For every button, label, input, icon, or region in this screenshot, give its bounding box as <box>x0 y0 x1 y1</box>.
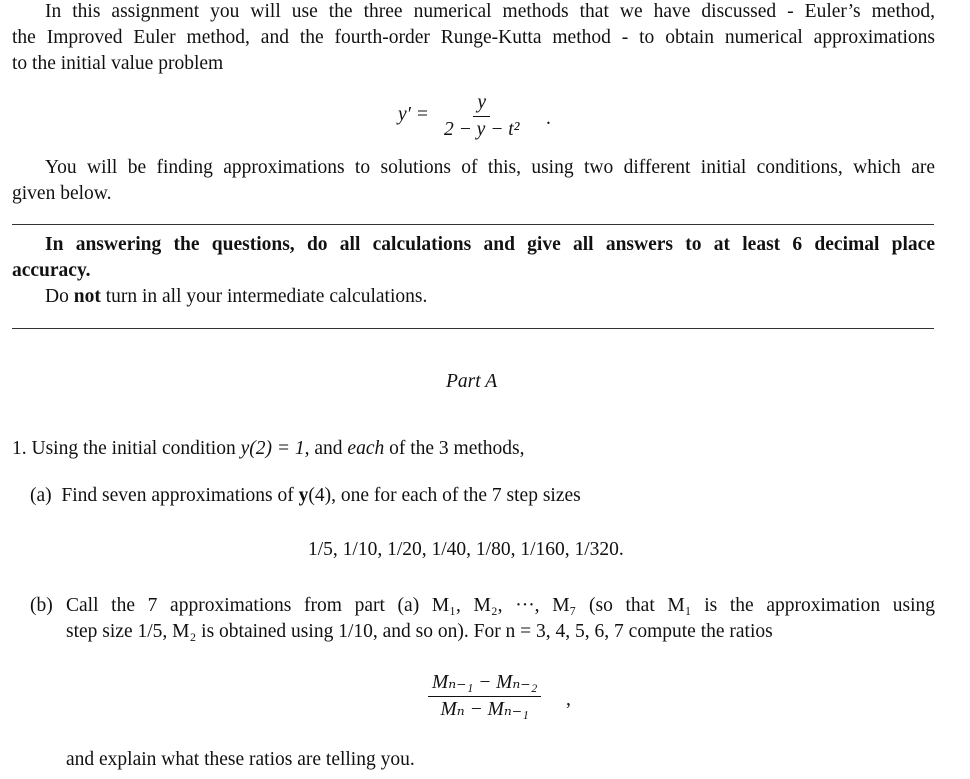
q1-condition: y(2) = 1 <box>240 438 305 459</box>
qa-text: Find seven approximations of <box>61 485 299 506</box>
equation-period: . <box>546 108 551 129</box>
qa-arg: (4) <box>308 485 332 506</box>
q1-emphasis: each <box>347 438 385 459</box>
notice-emphasis: not <box>73 286 101 307</box>
notice-line-3 <box>45 285 427 309</box>
qb-line-2: step size 1/5, M₂ is obtained using 1/10, and so on). For n = 3, 4, 5, 6, 7 compute the ratios <box>66 621 773 642</box>
qb-line-3: and explain what these ratios are telling you. <box>66 749 415 770</box>
ratio-comma: , <box>566 689 571 710</box>
q1-text: of the 3 methods, <box>384 438 525 459</box>
notice-text: turn in all your intermediate calculations. <box>100 286 428 307</box>
intro-line-3: to the initial value problem <box>12 53 224 74</box>
para2-line-2: given below. <box>12 183 112 204</box>
equation-denominator: 2 − y − t² <box>444 119 520 140</box>
question-1a <box>30 484 581 508</box>
q1-text: 1. Using the initial condition <box>12 438 241 459</box>
qa-y: y <box>298 485 309 506</box>
divider-top <box>12 224 934 225</box>
qb-label: (b) <box>30 595 53 616</box>
intro-line-2: the Improved Euler method, and the fourth-order Runge-Kutta method - to obtain numerical approximations <box>12 27 935 48</box>
qa-text: , one for each of the 7 step sizes <box>331 485 581 506</box>
intro-line-1: In this assignment you will use the three numerical methods that we have discussed - Euler’s method, <box>45 1 935 22</box>
part-title: Part A <box>446 371 498 392</box>
qb-line-1: Call the 7 approximations from part (a) M₁, M₂, ···, M₇ (so that M₁ is the approximation using <box>66 595 935 616</box>
notice-line-1: In answering the questions, do all calculations and give all answers to at least 6 decimal place <box>45 234 935 255</box>
question-1 <box>12 437 525 461</box>
divider-bottom <box>12 328 934 329</box>
ratio-numerator: Mₙ₋₁ − Mₙ₋₂ <box>428 670 541 697</box>
step-sizes: 1/5, 1/10, 1/20, 1/40, 1/80, 1/160, 1/320. <box>308 539 624 560</box>
notice-line-2: accuracy. <box>12 260 91 281</box>
ratio-denominator: Mₙ − Mₙ₋₁ <box>440 699 529 720</box>
equation-numerator: y <box>473 90 490 117</box>
ratio-fraction <box>428 670 541 723</box>
equation-lhs: y′ = <box>398 104 429 125</box>
q1-text: , and <box>304 438 348 459</box>
qa-label: (a) <box>30 485 52 506</box>
notice-text: Do <box>45 286 74 307</box>
equation-fraction <box>440 90 524 143</box>
para2-line-1: You will be finding approximations to solutions of this, using two different initial conditions, which are <box>45 157 935 178</box>
